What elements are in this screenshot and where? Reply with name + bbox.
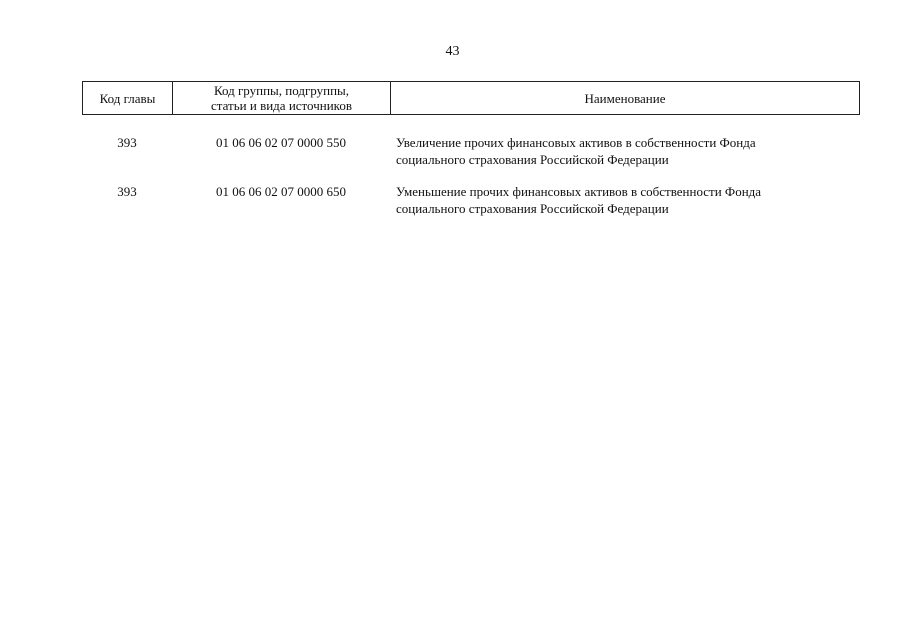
- header-name: Наименование: [584, 90, 666, 106]
- name-cell: [390, 183, 860, 217]
- chapter-code-cell: 393: [117, 184, 137, 199]
- header-chapter-code: Код главы: [83, 82, 173, 114]
- name-cell: [390, 134, 860, 168]
- table-body: [82, 134, 860, 232]
- header-group-code-line2: статьи и вида источников: [211, 98, 352, 113]
- header-group-code: [173, 82, 391, 114]
- name-line: социального страхования Российской Федерации: [396, 152, 669, 167]
- name-line: Увеличение прочих финансовых активов в собственности Фонда: [396, 135, 756, 150]
- page-number: 43: [445, 44, 460, 59]
- name-line: Уменьшение прочих финансовых активов в собственности Фонда: [396, 184, 762, 199]
- chapter-code-cell: 393: [117, 135, 137, 150]
- table-row: [82, 134, 860, 168]
- table-header: [82, 81, 860, 115]
- source-code-cell: 01 06 06 02 07 0000 650: [216, 184, 346, 199]
- name-line: социального страхования Российской Федерации: [396, 201, 669, 216]
- header-group-code-line1: Код группы, подгруппы,: [213, 83, 350, 98]
- table-row: [82, 183, 860, 217]
- source-code-cell: 01 06 06 02 07 0000 550: [216, 135, 346, 150]
